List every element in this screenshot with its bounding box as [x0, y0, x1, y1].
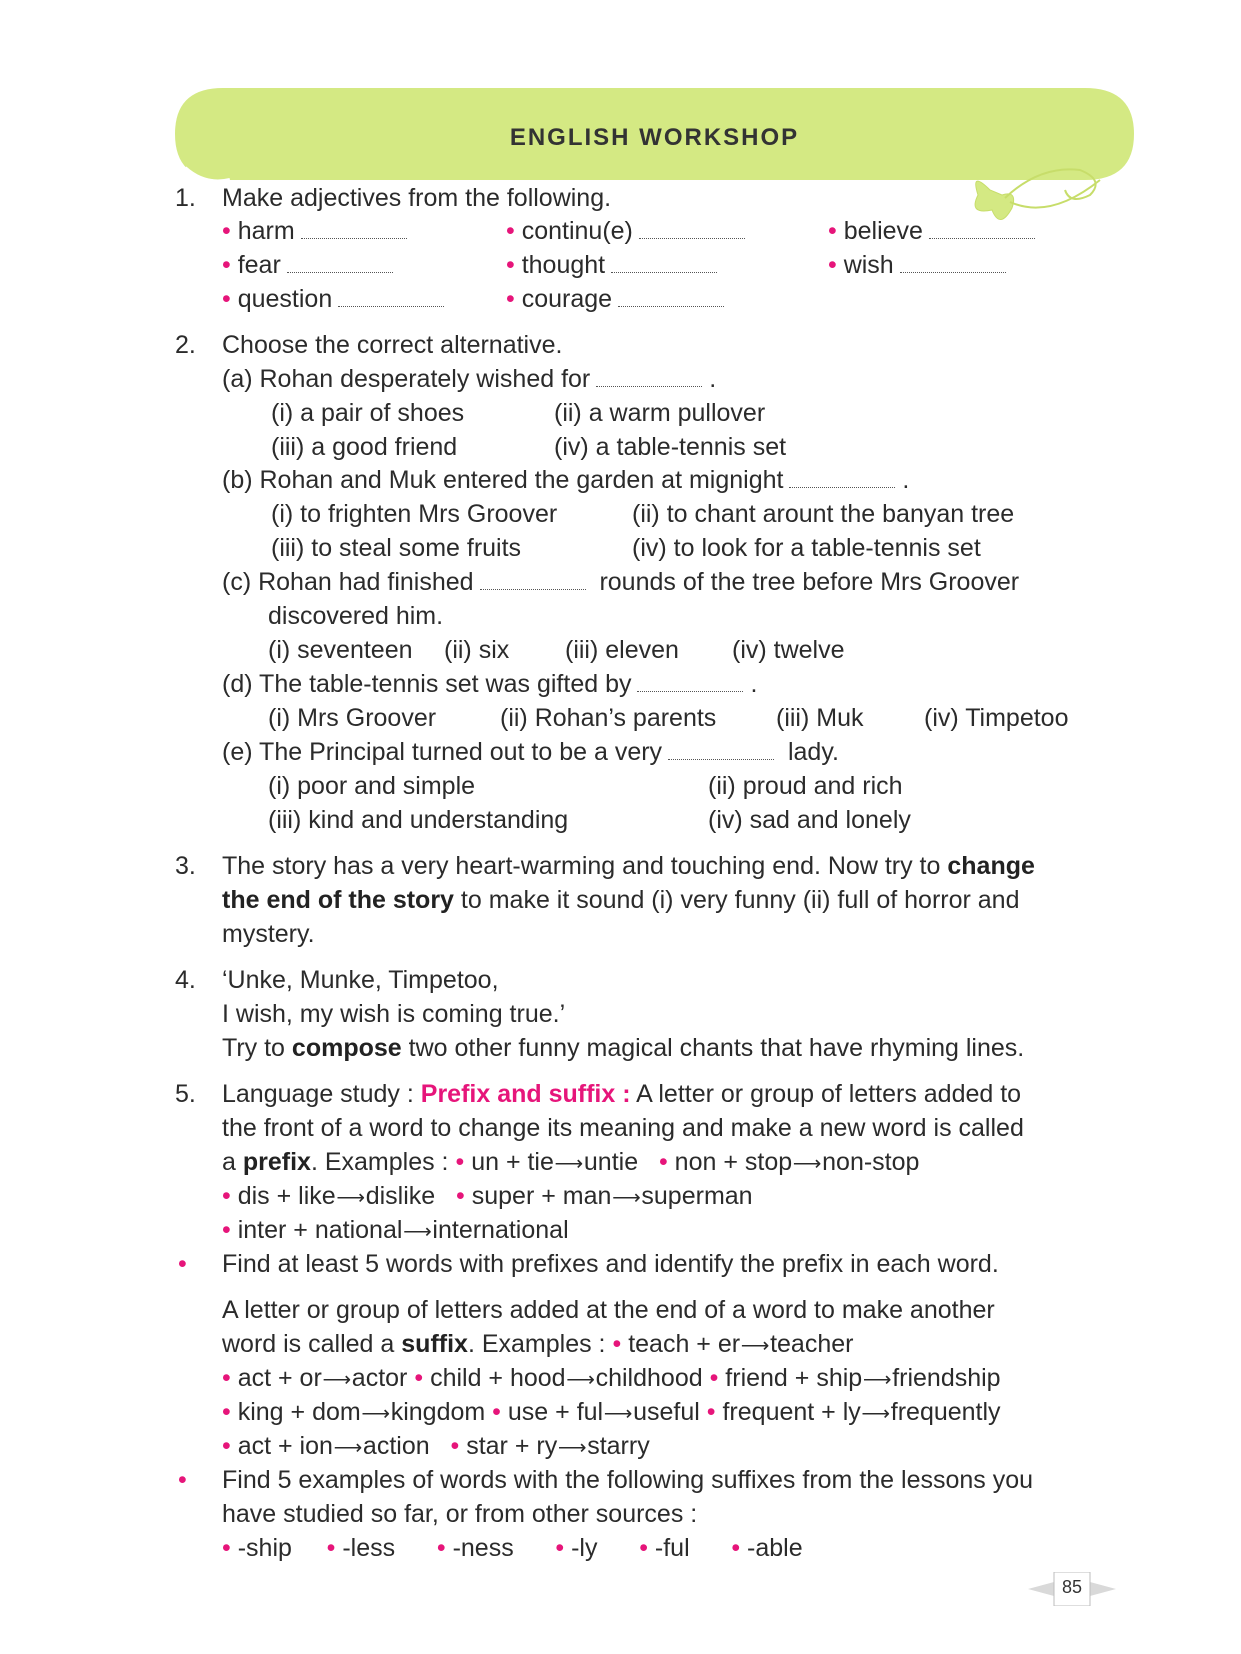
q1-word-harm: • harm [222, 216, 407, 246]
q2a-stem: (a) Rohan desperately wished for . [222, 365, 717, 393]
page-number: 85 [1061, 1577, 1083, 1597]
q1-word-wish: • wish [828, 250, 1006, 280]
q4-number: 4. [175, 966, 196, 994]
q3-line-3: mystery. [222, 920, 315, 948]
q2e-option-1: (i) poor and simple [268, 772, 476, 800]
q2b-option-1: (i) to frighten Mrs Groover [271, 500, 558, 528]
q5-number: 5. [175, 1080, 196, 1108]
page-title: ENGLISH WORKSHOP [509, 124, 800, 151]
q2c-option-3: (iii) eleven [565, 636, 679, 664]
q2c-stem-cont: discovered him. [268, 602, 444, 630]
q1-word-thought: • thought [506, 250, 717, 280]
q5-line-3: a prefix. Examples : • un + tie⟶untie • non + stop⟶non-stop [222, 1148, 920, 1176]
q2d-option-3: (iii) Muk [776, 704, 864, 732]
q2c-option-2: (ii) six [444, 636, 510, 664]
q1-word-continue: • continu(e) [506, 216, 745, 246]
q4-line-2: I wish, my wish is coming true.’ [222, 1000, 566, 1028]
q5-suffix-examples-2: • king + dom⟶kingdom • use + ful⟶useful • frequent + ly⟶frequently [222, 1398, 1001, 1426]
q2d-option-2: (ii) Rohan’s parents [500, 704, 717, 732]
q5-task-suffix-1: Find 5 examples of words with the following suffixes from the lessons you [222, 1466, 1034, 1494]
q5-suffix-line-1: A letter or group of letters added at the end of a word to make another [222, 1296, 995, 1324]
task-bullet-2: • [178, 1466, 187, 1494]
q1-text: Make adjectives from the following. [222, 184, 612, 212]
q5-suffix-examples-1: • act + or⟶actor • child + hood⟶childhood • friend + ship⟶friendship [222, 1364, 1001, 1392]
q1-number: 1. [175, 184, 196, 212]
q2b-option-4: (iv) to look for a table-tennis set [632, 534, 981, 562]
q3-line-1: The story has a very heart-warming and touching end. Now try to change [222, 852, 1035, 880]
q2c-option-4: (iv) twelve [732, 636, 845, 664]
q5-suffix-list: • -ship • -less • -ness • -ly • -ful • -able [222, 1534, 803, 1562]
q2b-option-3: (iii) to steal some fruits [271, 534, 522, 562]
q2a-option-1: (i) a pair of shoes [271, 399, 465, 427]
q4-line-1: ‘Unke, Munke, Timpetoo, [222, 966, 499, 994]
q5-suffix-line-2: word is called a suffix. Examples : • teach + er⟶teacher [222, 1330, 854, 1358]
q2a-option-3: (iii) a good friend [271, 433, 458, 461]
q2c-stem: (c) Rohan had finished rounds of the tree before Mrs Groover [222, 568, 1020, 596]
q2b-stem: (b) Rohan and Muk entered the garden at mignight . [222, 466, 910, 494]
q2e-option-2: (ii) proud and rich [708, 772, 903, 800]
q2-number: 2. [175, 331, 196, 359]
q5-task-prefix: Find at least 5 words with prefixes and identify the prefix in each word. [222, 1250, 999, 1278]
q3-number: 3. [175, 852, 196, 880]
q5-task-suffix-2: have studied so far, or from other sources : [222, 1500, 698, 1528]
task-bullet-1: • [178, 1250, 187, 1278]
q3-line-2: the end of the story to make it sound (i) very funny (ii) full of horror and [222, 886, 1020, 914]
q2c-option-1: (i) seventeen [268, 636, 413, 664]
q1-word-question: • question [222, 284, 444, 314]
q2e-option-3: (iii) kind and understanding [268, 806, 569, 834]
q5-line-1: Language study : Prefix and suffix : A letter or group of letters added to [222, 1080, 1022, 1108]
q5-suffix-examples-3: • act + ion⟶action • star + ry⟶starry [222, 1432, 650, 1460]
q1-word-fear: • fear [222, 250, 393, 280]
q5-line-2: the front of a word to change its meaning and make a new word is called [222, 1114, 1024, 1142]
q2b-option-2: (ii) to chant arount the banyan tree [632, 500, 1015, 528]
q5-prefix-examples-2: • dis + like⟶dislike • super + man⟶superman [222, 1182, 753, 1210]
q2d-option-4: (iv) Timpetoo [924, 704, 1069, 732]
q2d-option-1: (i) Mrs Groover [268, 704, 437, 732]
q2e-option-4: (iv) sad and lonely [708, 806, 911, 834]
q2e-stem: (e) The Principal turned out to be a very lady. [222, 738, 839, 766]
q5-prefix-examples-3: • inter + national⟶international [222, 1216, 569, 1244]
q2a-option-4: (iv) a table-tennis set [554, 433, 787, 461]
q1-word-courage: • courage [506, 284, 724, 314]
q2d-stem: (d) The table-tennis set was gifted by . [222, 670, 758, 698]
q1-word-believe: • believe [828, 216, 1035, 246]
q2a-option-2: (ii) a warm pullover [554, 399, 766, 427]
q4-line-3: Try to compose two other funny magical chants that have rhyming lines. [222, 1034, 1025, 1062]
q2-text: Choose the correct alternative. [222, 331, 563, 359]
